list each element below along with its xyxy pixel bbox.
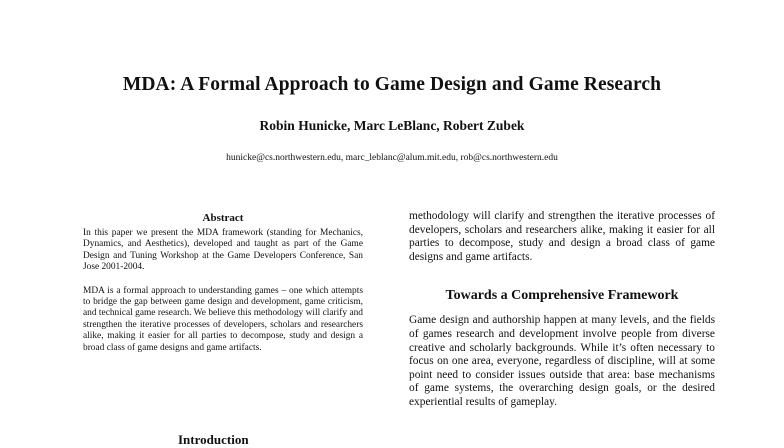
- section-heading: Towards a Comprehensive Framework: [445, 288, 679, 304]
- right-column: [409, 210, 715, 410]
- abstract-paragraph-1: In this paper we present the MDA framework (standing for Mechanics, Dynamics, and Aesthetics), developed and taught as part of the Game Design and Tuning Workshop at the Game Developers Conference, San Jose 2001-2004.: [83, 228, 363, 273]
- paper-title: MDA: A Formal Approach to Game Design and Game Research: [122, 74, 662, 95]
- abstract-heading: Abstract: [202, 212, 244, 224]
- paper-authors: Robin Hunicke, Marc LeBlanc, Robert Zubek: [259, 118, 525, 133]
- introduction-heading: Introduction: [178, 432, 249, 447]
- section-paragraph: Game design and authorship happen at many levels, and the fields of games research and development involve people from diverse creative and scholarly backgrounds. While it’s often necessary to focus on one area, everyone, regardless of discipline, will at some point need to consider issues outside that area: base mechanisms of game systems, the overarching design goals, or the desired experiential results of gameplay.: [409, 314, 715, 408]
- left-column: [83, 212, 363, 366]
- continued-paragraph: methodology will clarify and strengthen the iterative processes of developers, scholars and researchers alike, making it easier for all parties to decompose, study and design a broad class of game designs and game artifacts.: [409, 210, 715, 263]
- author-emails: hunicke@cs.northwestern.edu, marc_leblanc@alum.mit.edu, rob@cs.northwestern.edu: [226, 153, 558, 163]
- abstract-paragraph-2: MDA is a formal approach to understanding games – one which attempts to bridge the gap between game design and development, game criticism, and technical game research. We believe this methodology will clarify and strengthen the iterative processes of developers, scholars and researchers alike, making it easier for all parties to decompose, study and design a broad class of game designs and game artifacts.: [83, 285, 363, 353]
